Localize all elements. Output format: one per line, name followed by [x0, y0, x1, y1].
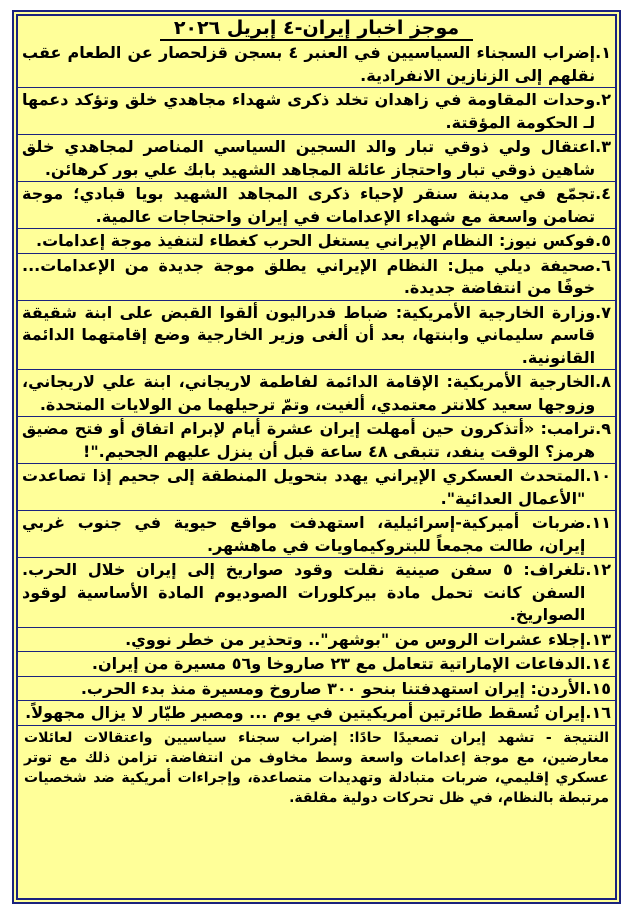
news-item	[18, 416, 615, 463]
news-item	[18, 87, 615, 134]
news-item	[18, 41, 615, 87]
news-item	[18, 463, 615, 510]
news-item-text: إجلاء عشرات الروس من "بوشهر".. وتحذير من خطر نووي.	[125, 629, 586, 649]
page-title	[18, 17, 615, 39]
news-item-text: إضراب السجناء السياسيين في العنبر ٤ بسجن قزلحصار عن الطعام عقب نقلهم إلى الزنازين الانفرادية.	[22, 43, 596, 85]
news-item	[18, 134, 615, 181]
news-item-number: ٤.	[595, 184, 611, 203]
news-item-number: ٣.	[595, 137, 611, 156]
news-item-number: ٥.	[595, 231, 611, 250]
news-item-text: صحيفة ديلي ميل: النظام الإيراني يطلق موجة جديدة من الإعدامات... خوفًا من انتفاضة جديدة.	[22, 255, 596, 297]
news-item-number: ١٦.	[585, 703, 611, 722]
news-item-number: ٢.	[595, 90, 611, 109]
news-item-number: ٦.	[595, 255, 611, 275]
news-item-text: فوكس نيوز: النظام الإيراني يستغل الحرب كغطاء لتنفيذ موجة إعدامات.	[35, 231, 596, 250]
news-item-text: ضربات أميركية-إسرائيلية، استهدفت مواقع حيوية في جنوب غربي إيران، طالت مجمعاً للبتروكيماويات في ماهشهر.	[22, 513, 586, 555]
news-item	[18, 557, 615, 627]
news-item-text: الخارجية الأمريكية: الإقامة الدائمة لفاطمة لاريجاني، ابنة علي لاريجاني، وزوجها سعيد كلانتر معتمدي، ألغيت، وتمّ ترحيلهما من الولايات المتحدة.	[22, 372, 596, 414]
news-item-number: ١١.	[585, 513, 611, 532]
news-item-text: الدفاعات الإماراتية تتعامل مع ٢٣ صاروخا و٥٦ مسيرة من إيران.	[91, 654, 586, 673]
news-item-number: ٧.	[595, 302, 611, 322]
news-item-number: ٩.	[595, 419, 611, 438]
news-item-text: تلغراف: ٥ سفن صينية نقلت وقود صواريخ إلى إيران خلال الحرب. السفن كانت تحمل مادة بيركلورات الصوديوم المادة الأساسية لوقود الصواريخ.	[22, 560, 586, 624]
conclusion-paragraph: النتيجة - تشهد إيران تصعيدًا حادًا: إضراب سجناء سياسيين واعتقالات لعائلات معارضين، مع موجة إعدامات واسعة وسط مخاوف من انتفاضة. تزامن ذلك مع توتر عسكري إقليمي، ضربات متبادلة وتهديدات متصاعدة، وإجراءات أمريكية ضد شخصيات مرتبطة بالنظام، في ظل تحركات دولية مقلقة.	[18, 725, 615, 810]
news-item	[18, 300, 615, 370]
news-item	[18, 369, 615, 416]
news-item	[18, 510, 615, 557]
news-item-text: تجمّع في مدينة سنقر لإحياء ذكرى المجاهد الشهيد بويا قبادي؛ موجة تضامن واسعة مع شهداء الإعدامات في إيران واحتجاجات عالمية.	[22, 184, 596, 226]
news-item-number: ٨.	[595, 372, 611, 391]
news-item	[18, 676, 615, 701]
news-item	[18, 228, 615, 253]
news-item-text: ترامب: «أتذكرون حين أمهلت إيران عشرة أيام لإبرام اتفاق أو فتح مضيق هرمز؟ الوقت ينفد، تتبقى ٤٨ ساعة قبل أن ينزل عليهم الجحيم."!	[22, 419, 596, 461]
news-item	[18, 627, 615, 652]
news-item-text: وحدات المقاومة في زاهدان تخلد ذكرى شهداء مجاهدي خلق وتؤكد دعمها لـ الحكومة المؤقتة.	[22, 90, 596, 132]
news-item-number: ١٠.	[585, 466, 611, 485]
news-item-text: اعتقال ولي ذوقي تبار والد السجين السياسي المناصر لمجاهدي خلق شاهين ذوقي تبار واحتجاز عائلة المجاهد الشهيد بابك علي بور كرهائن.	[22, 137, 596, 179]
news-digest-page	[12, 10, 621, 904]
news-item-text: المتحدث العسكري الإيراني يهدد بتحويل المنطقة إلى جحيم إذا تصاعدت "الأعمال العدائية".	[22, 466, 586, 508]
news-item-text: الأردن: إيران استهدفتنا بنحو ٣٠٠ صاروخ ومسيرة منذ بدء الحرب.	[80, 678, 586, 698]
news-item-text: وزارة الخارجية الأمريكية: ضباط فدراليون ألقوا القبض على ابنة شقيقة قاسم سليماني وابنتها، بعد أن ألغى وزير الخارجية وضع إقامتهما الدائمة القانونية.	[22, 302, 596, 367]
news-item	[18, 700, 615, 725]
news-item	[18, 181, 615, 228]
news-item-text: إيران تُسقط طائرتين أمريكيتين في يوم ... ومصير طيّار لا يزال مجهولاً.	[25, 703, 586, 722]
news-item-number: ١.	[595, 43, 611, 62]
page-title-text: موجز اخبار إيران-٤ إبريل ٢٠٢٦	[160, 17, 473, 41]
news-item-number: ١٣.	[585, 629, 611, 649]
news-item-number: ١٥.	[585, 678, 611, 698]
news-item	[18, 651, 615, 676]
news-item-number: ١٢.	[585, 560, 611, 579]
news-item	[18, 253, 615, 300]
news-list	[18, 41, 615, 725]
news-item-number: ١٤.	[585, 654, 611, 673]
